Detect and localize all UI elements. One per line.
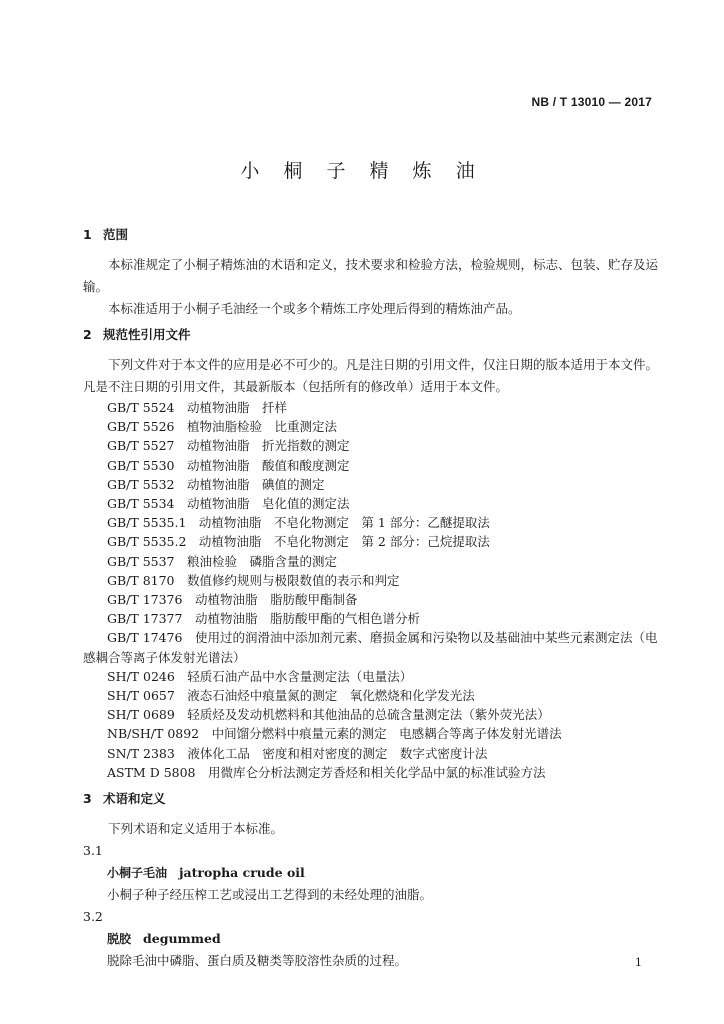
reference-item: GB/T 8170 数值修约规则与极限数值的表示和判定: [107, 572, 400, 588]
section-number: 3: [83, 791, 92, 807]
term-name: 脱胶: [107, 932, 132, 947]
reference-item: GB/T 17476 使用过的润滑油中添加剂元素、磨损金属和污染物以及基础油中某些元素测定法（电感耦合等离子体发射光谱法）: [83, 630, 658, 665]
reference-item: GB/T 5526 植物油脂检验 比重测定法: [107, 419, 338, 435]
paragraph: 本标准适用于小桐子毛油经一个或多个精炼工序处理后得到的精炼油产品。: [108, 301, 521, 316]
section-number: 2: [83, 327, 92, 342]
page-number: 1: [635, 956, 642, 969]
section-heading-scope: [83, 224, 659, 246]
term-number: 3.1: [83, 843, 103, 859]
term-number: 3.2: [83, 909, 103, 925]
reference-item: GB/T 5537 粮油检验 磷脂含量的测定: [107, 553, 338, 569]
term-name: 小桐子毛油: [107, 866, 168, 881]
paragraph: 下列文件对于本文件的应用是必不可少的。凡是注日期的引用文件，仅注日期的版本适用于本文件。凡是不注日期的引用文件，其最新版本（包括所有的修改单）适用于本文件。: [83, 357, 659, 394]
term-english: jatropha crude oil: [179, 865, 305, 881]
standard-code: NB / T 13010 — 2017: [531, 95, 652, 109]
paragraph: 本标准规定了小桐子精炼油的术语和定义，技术要求和检验方法，检验规则，标志、包装、贮存及运输。: [83, 257, 659, 294]
reference-item: SN/T 2383 液体化工品 密度和相对密度的测定 数字式密度计法: [107, 745, 488, 761]
reference-list: [83, 398, 659, 782]
reference-item: NB/SH/T 0892 中间馏分燃料中痕量元素的测定 电感耦合等离子体发射光谱法: [107, 726, 562, 742]
section-title: 术语和定义: [103, 791, 166, 807]
reference-item: SH/T 0246 轻质石油产品中水含量测定法（电量法）: [107, 668, 413, 684]
reference-item: GB/T 5535.2 动植物油脂 不皂化物测定 第 2 部分：己烷提取法: [107, 534, 490, 550]
term-definition: 脱除毛油中磷脂、蛋白质及糖类等胶溶性杂质的过程。: [107, 953, 408, 969]
reference-item: GB/T 5534 动植物油脂 皂化值的测定法: [107, 496, 350, 512]
section-title: 规范性引用文件: [103, 327, 191, 342]
term-english: degummed: [143, 931, 221, 947]
reference-item: ASTM D 5808 用微库仑分析法测定芳香烃和相关化学品中氯的标准试验方法: [107, 764, 546, 780]
term-entry: [83, 928, 659, 950]
reference-item: GB/T 5530 动植物油脂 酸值和酸度测定: [107, 457, 350, 473]
reference-item: GB/T 5527 动植物油脂 折光指数的测定: [107, 438, 350, 454]
reference-item: GB/T 17376 动植物油脂 脂肪酸甲酯制备: [107, 592, 358, 608]
reference-item: GB/T 5532 动植物油脂 碘值的测定: [107, 476, 325, 492]
reference-item: GB/T 17377 动植物油脂 脂肪酸甲酯的气相色谱分析: [107, 611, 420, 627]
document-title: 小 桐 子 精 炼 油: [240, 160, 484, 182]
section-heading-normative-references: [83, 324, 659, 346]
document-body: [83, 224, 659, 972]
section-heading-terms-definitions: [83, 788, 659, 810]
reference-item: GB/T 5535.1 动植物油脂 不皂化物测定 第 1 部分：乙醚提取法: [107, 515, 490, 531]
paragraph: 下列术语和定义适用于本标准。: [108, 821, 284, 837]
reference-item: SH/T 0657 液态石油烃中痕量氮的测定 氧化燃烧和化学发光法: [107, 688, 475, 704]
term-definition: 小桐子种子经压榨工艺或浸出工艺得到的未经处理的油脂。: [107, 887, 433, 903]
section-title: 范围: [103, 227, 129, 242]
reference-item: SH/T 0689 轻质烃及发动机燃料和其他油品的总硫含量测定法（紫外荧光法）: [107, 707, 550, 723]
section-number: 1: [83, 227, 92, 242]
reference-item: GB/T 5524 动植物油脂 扦样: [107, 400, 288, 415]
term-entry: [83, 862, 659, 884]
